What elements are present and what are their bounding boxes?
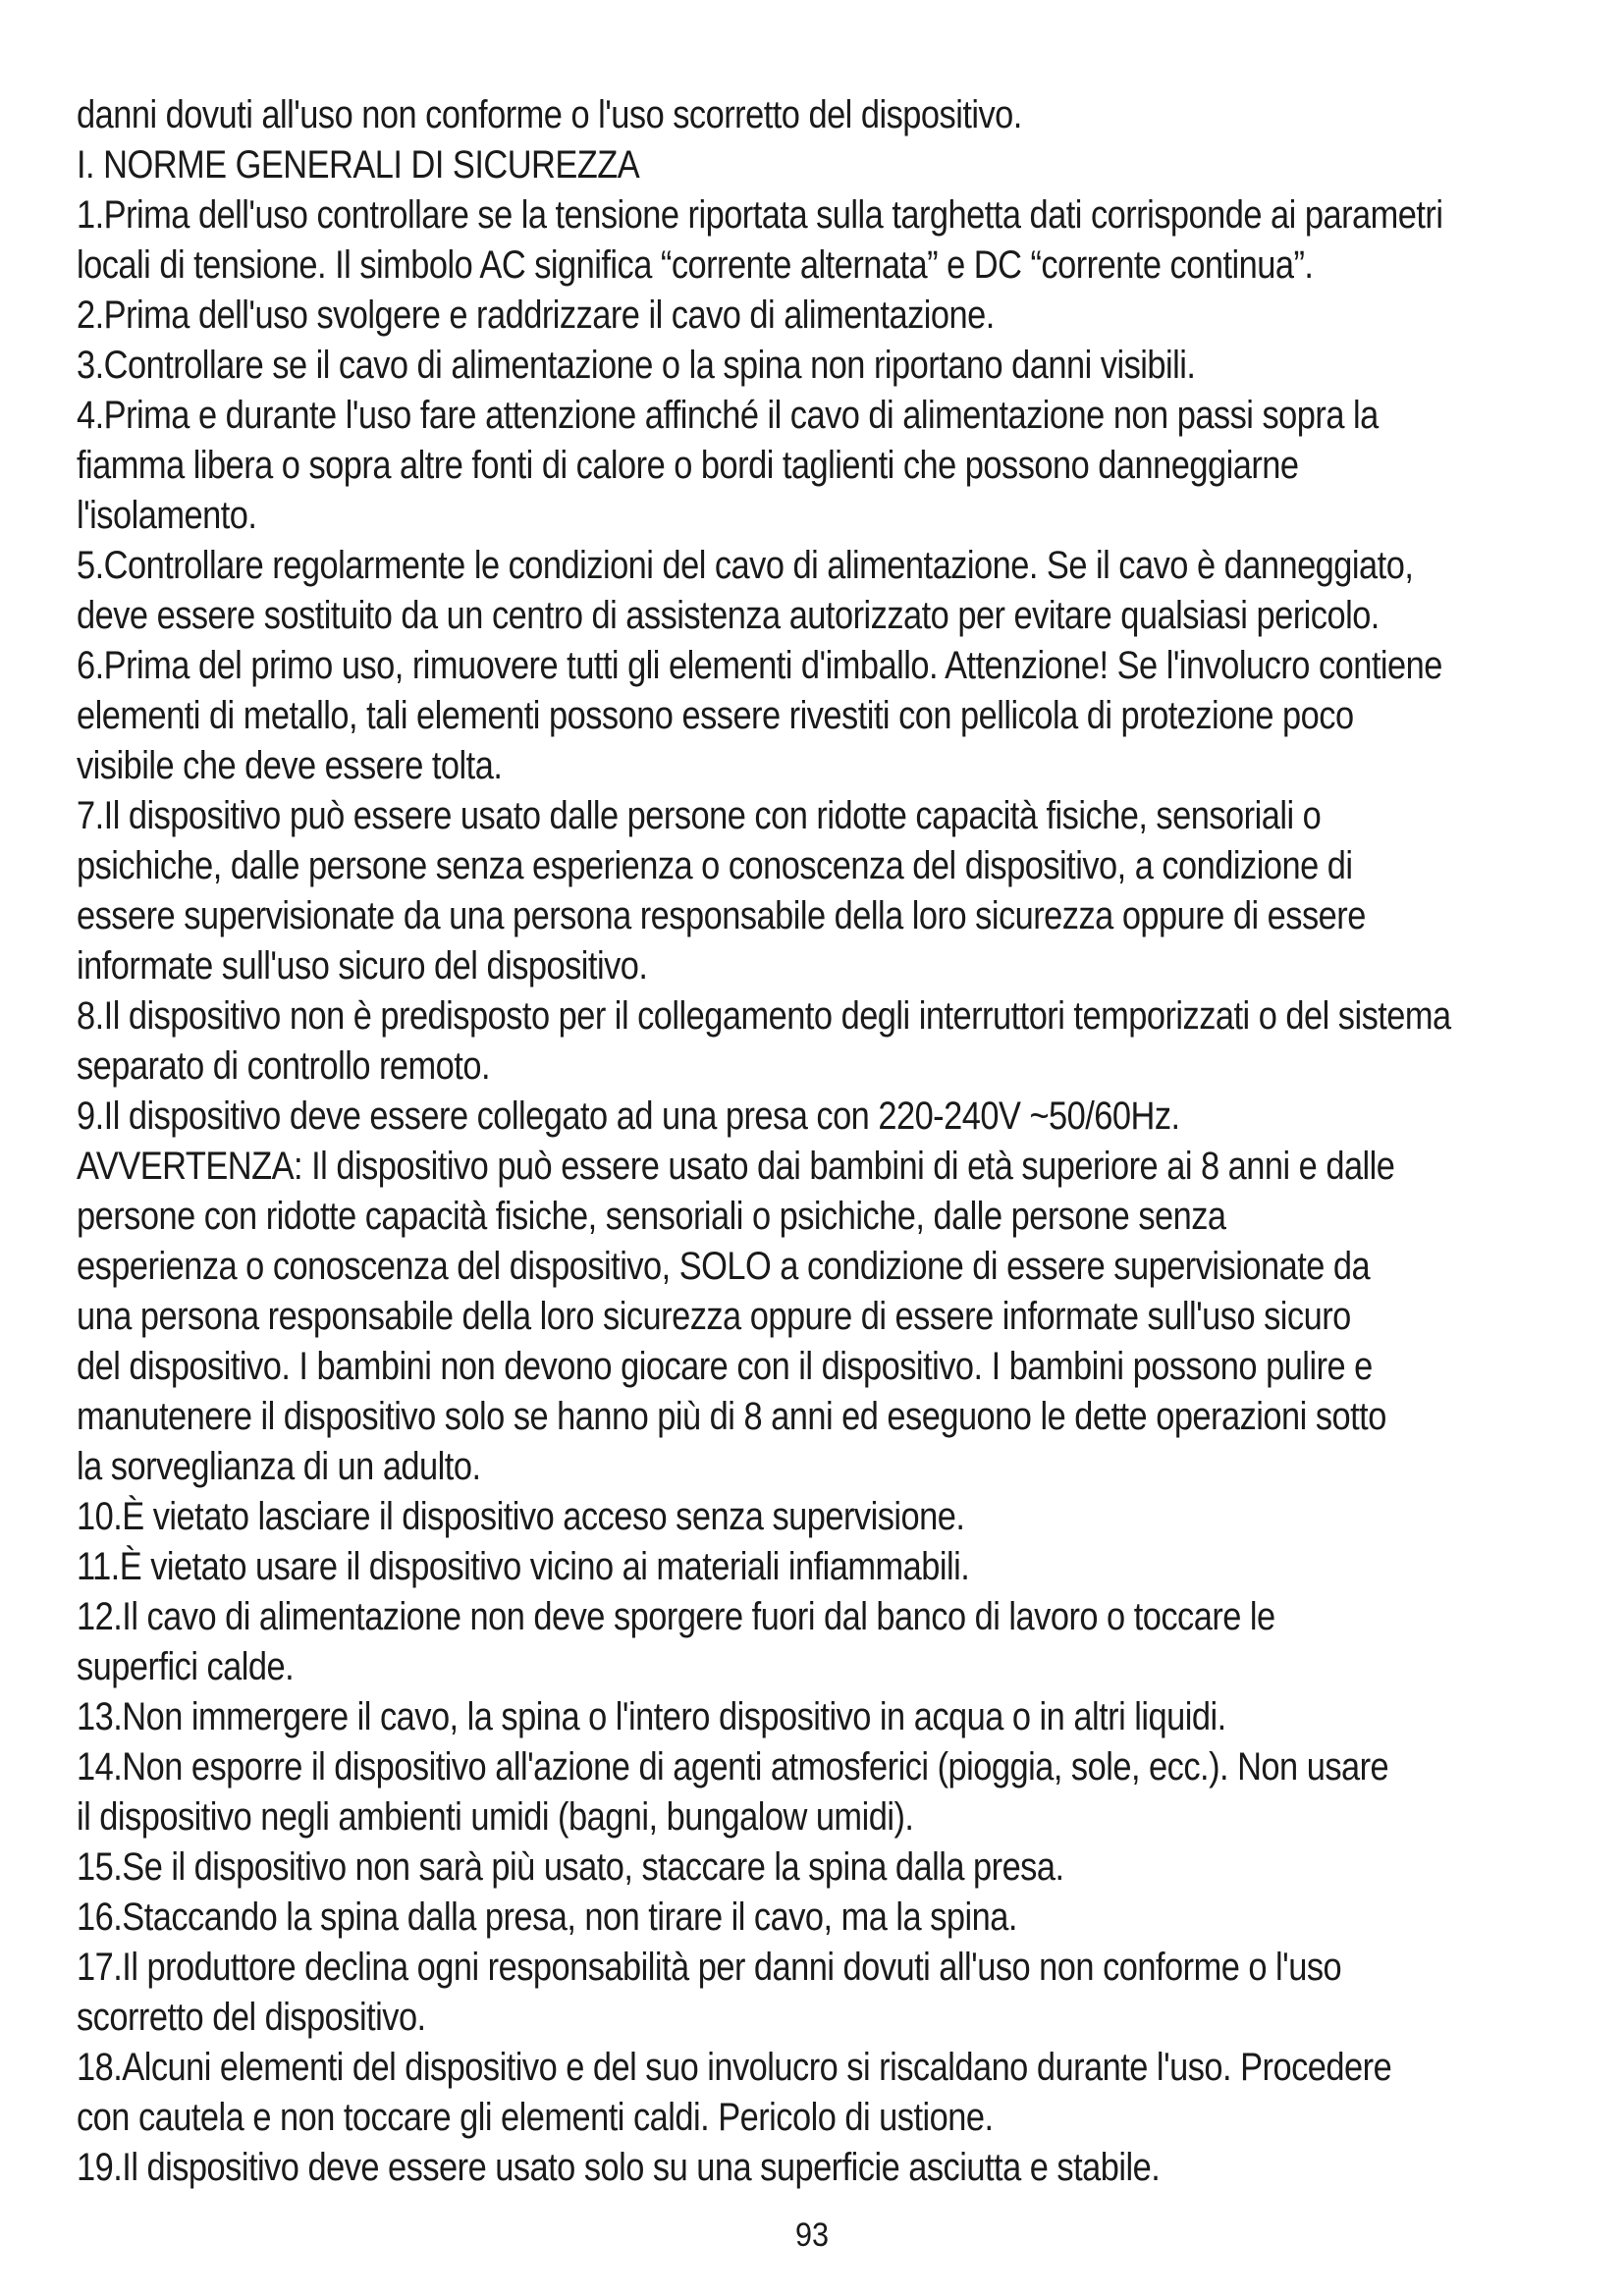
text-line: separato di controllo remoto. [77, 1044, 491, 1088]
warning-line: AVVERTENZA: Il dispositivo può essere usato dai bambini di età superiore ai 8 anni e dalle [77, 1145, 1395, 1188]
section-heading: I. NORME GENERALI DI SICUREZZA [77, 143, 640, 187]
text-line: 17.Il produttore declina ogni responsabilità per danni dovuti all'uso non conforme o l'uso [77, 1946, 1342, 1989]
text-line: 9.Il dispositivo deve essere collegato ad una presa con 220-240V ~50/60Hz. [77, 1095, 1180, 1138]
text-line: 8.Il dispositivo non è predisposto per il collegamento degli interruttori temporizzati o del sistema [77, 994, 1451, 1038]
text-line: 5.Controllare regolarmente le condizioni del cavo di alimentazione. Se il cavo è danneggiato, [77, 544, 1414, 587]
text-line: danni dovuti all'uso non conforme o l'uso scorretto del dispositivo. [77, 93, 1022, 136]
text-line: 13.Non immergere il cavo, la spina o l'intero dispositivo in acqua o in altri liquidi. [77, 1695, 1226, 1738]
text-line: 6.Prima del primo uso, rimuovere tutti gli elementi d'imballo. Attenzione! Se l'involucro contiene [77, 644, 1442, 687]
text-line: informate sull'uso sicuro del dispositivo. [77, 944, 648, 988]
text-line: 19.Il dispositivo deve essere usato solo su una superficie asciutta e stabile. [77, 2146, 1161, 2189]
warning-line: la sorveglianza di un adulto. [77, 1445, 481, 1488]
warning-line: persone con ridotte capacità fisiche, sensoriali o psichiche, dalle persone senza [77, 1195, 1226, 1238]
warning-line: manutenere il dispositivo solo se hanno più di 8 anni ed eseguono le dette operazioni sotto [77, 1395, 1386, 1438]
text-line: 15.Se il dispositivo non sarà più usato, staccare la spina dalla presa. [77, 1845, 1064, 1889]
text-line: 3.Controllare se il cavo di alimentazione o la spina non riportano danni visibili. [77, 344, 1196, 387]
text-line: scorretto del dispositivo. [77, 1996, 426, 2039]
document-body [77, 90, 1451, 2193]
text-line: visibile che deve essere tolta. [77, 744, 503, 787]
text-line: 16.Staccando la spina dalla presa, non tirare il cavo, ma la spina. [77, 1896, 1017, 1939]
text-line: 1.Prima dell'uso controllare se la tensione riportata sulla targhetta dati corrisponde ai parametri [77, 193, 1443, 237]
text-line: l'isolamento. [77, 494, 257, 537]
text-line: il dispositivo negli ambienti umidi (bagni, bungalow umidi). [77, 1795, 914, 1839]
text-line: 14.Non esporre il dispositivo all'azione di agenti atmosferici (pioggia, sole, ecc.). Non usare [77, 1745, 1389, 1789]
text-line: 12.Il cavo di alimentazione non deve sporgere fuori dal banco di lavoro o toccare le [77, 1595, 1275, 1638]
text-line: 4.Prima e durante l'uso fare attenzione affinché il cavo di alimentazione non passi sopra la [77, 394, 1379, 437]
warning-line: una persona responsabile della loro sicurezza oppure di essere informate sull'uso sicuro [77, 1295, 1351, 1338]
text-line: psichiche, dalle persone senza esperienza o conoscenza del dispositivo, a condizione di [77, 844, 1353, 887]
text-line: superfici calde. [77, 1645, 295, 1688]
page-number: 93 [794, 2216, 830, 2254]
text-line: con cautela e non toccare gli elementi caldi. Pericolo di ustione. [77, 2096, 994, 2139]
text-line: essere supervisionate da una persona responsabile della loro sicurezza oppure di essere [77, 894, 1366, 937]
warning-line: esperienza o conoscenza del dispositivo, SOLO a condizione di essere supervisionate da [77, 1245, 1371, 1288]
text-line: locali di tensione. Il simbolo AC significa “corrente alternata” e DC “corrente continua”. [77, 243, 1314, 287]
text-line: fiamma libera o sopra altre fonti di calore o bordi taglienti che possono danneggiarne [77, 444, 1299, 487]
text-line: 2.Prima dell'uso svolgere e raddrizzare il cavo di alimentazione. [77, 294, 995, 337]
text-line: 18.Alcuni elementi del dispositivo e del suo involucro si riscaldano durante l'uso. Procedere [77, 2046, 1392, 2089]
text-line: elementi di metallo, tali elementi possono essere rivestiti con pellicola di protezione poco [77, 694, 1354, 737]
text-line: 10.È vietato lasciare il dispositivo acceso senza supervisione. [77, 1495, 965, 1538]
text-line: deve essere sostituito da un centro di assistenza autorizzato per evitare qualsiasi pericolo. [77, 594, 1380, 637]
text-line: 7.Il dispositivo può essere usato dalle persone con ridotte capacità fisiche, sensoriali o [77, 794, 1322, 837]
warning-line: del dispositivo. I bambini non devono giocare con il dispositivo. I bambini possono pulire e [77, 1345, 1373, 1388]
text-line: 11.È vietato usare il dispositivo vicino ai materiali infiammabili. [77, 1545, 970, 1588]
